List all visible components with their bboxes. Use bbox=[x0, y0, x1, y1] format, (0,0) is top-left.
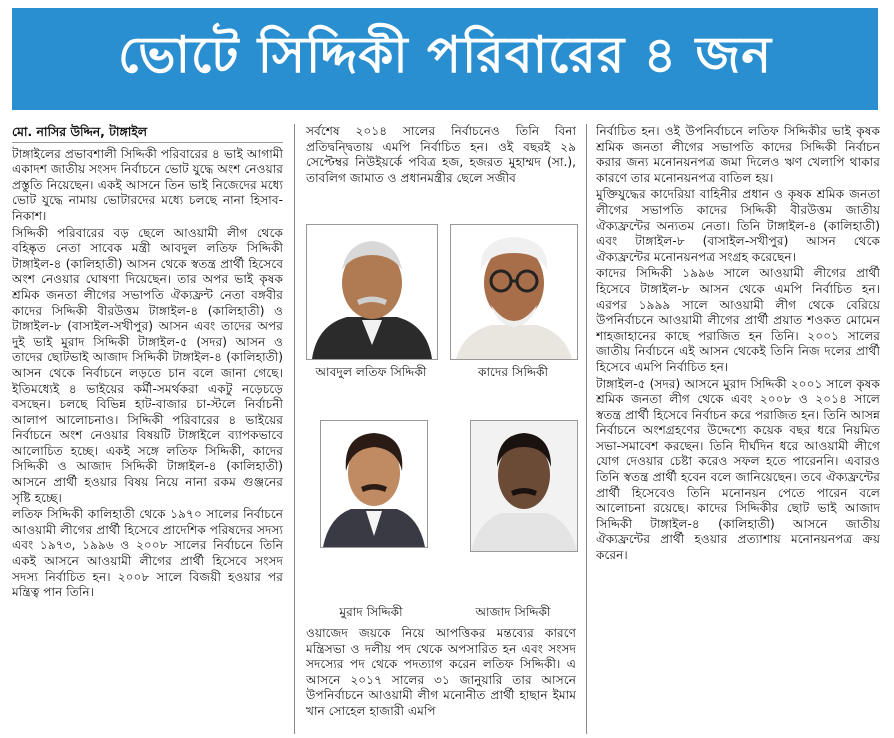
paragraph: টাঙ্গাইল-৫ (সদর) আসনে মুরাদ সিদ্দিকী ২০০১ সালে কৃষক শ্রমিক জনতা লীগ থেকে এবং ২০০৮ ও ২০১৪ সালে স্বতন্ত্র প্রার্থী হিসেবে নির্বাচন করে পরাজিত হন। তিনি আসন্ন নির্বাচনে অংশগ্রহণের উদ্দেশ্যে কয়েক বছর ধরে নিয়মিত সভা-সমাবেশ করছেন। তিনি দীর্ঘদিন ধরে আওয়ামী লীগে যোগ দেওয়ার চেষ্টা করেও সফল হতে পারেননি। এবারও তিনি স্বতন্ত্র প্রার্থী হবেন বলে জানিয়েছেন। তবে ঐক্যফ্রন্টের প্রার্থী হিসেবেও তিনি মনোনয়ন পেতে পারেন বলে আলোচনা রয়েছে। কাদের সিদ্দিকীর ছোট ভাই আজাদ সিদ্দিকী টাঙ্গাইল-৪ (কালিহাতী) আসনে জাতীয় ঐক্যফ্রন্টের প্রার্থী হওয়ার প্রত্যাশায় মনোনয়নপত্র ক্রয় করেন। bbox=[596, 376, 880, 563]
article-column-2-bottom bbox=[306, 626, 576, 734]
paragraph: কাদের সিদ্দিকী ১৯৯৬ সালে আওয়ামী লীগের প্রার্থী হিসেবে টাঙ্গাইল-৮ আসন থেকে এমপি নির্বাচিত হন। এরপর ১৯৯৯ সালে আওয়ামী লীগ থেকে বেরিয়ে উপনির্বাচনে আওয়ামী লীগের প্রার্থী প্রয়াত শওকত মোমেন শাহজাহানের কাছে পরাজিত হন তিনি। ২০০১ সালের জাতীয় নির্বাচনে এই আসন থেকেই তিনি নিজ দলের প্রার্থী হিসেবে এমপি নির্বাচিত হন। bbox=[596, 266, 880, 374]
byline: মো. নাসির উদ্দিন, টাঙ্গাইল bbox=[12, 124, 283, 143]
headline: ভোটে সিদ্দিকী পরিবারের ৪ জন bbox=[117, 25, 773, 84]
paragraph: টাঙ্গাইলের প্রভাবশালী সিদ্দিকী পরিবারের ৪ ভাই আগামী একাদশ জাতীয় সংসদ নির্বাচনে ভোট যুদ্ধে অংশ নেওয়ার প্রস্তুতি নিয়েছেন। একই আসনে তিন ভাই নিজেদের মধ্যে ভোট যুদ্ধে নামায় ভোটারদের মধ্যে চলছে নানা হিসাব-নিকাশ। bbox=[12, 146, 283, 223]
paragraph: ওয়াজেদ জয়কে নিয়ে আপত্তিকর মন্তব্যের কারণে মন্ত্রিসভা ও দলীয় পদ থেকে অপসারিত হন এবং সংসদ সদস্যের পদ থেকে পদত্যাগ করেন লতিফ সিদ্দিকী। এ আসনে ২০১৭ সালের ৩১ জানুয়ারি তার আসনে উপনির্বাচনে আওয়ামী লীগ মনোনীত প্রার্থী হাছান ইমাম খান সোহেল হাজারী এমপি bbox=[306, 626, 576, 718]
paragraph: নির্বাচিত হন। ওই উপনির্বাচনে লতিফ সিদ্দিকীর ভাই কৃষক শ্রমিক জনতা লীগের সভাপতি কাদের সিদ্দিকী নির্বাচন করার জন্য মনোনয়নপত্র জমা দিলেও ঋণ খেলাপি থাকার কারণে তার মনোনয়নপত্র বাতিল হয়। bbox=[596, 124, 880, 185]
portrait-icon bbox=[321, 421, 427, 547]
column-divider bbox=[294, 124, 295, 734]
paragraph: সিদ্দিকী পরিবারের বড় ছেলে আওয়ামী লীগ থেকে বহিষ্কৃত নেতা সাবেক মন্ত্রী আবদুল লতিফ সিদ্দিকী টাঙ্গাইল-৪ (কালিহাতী) আসন থেকে স্বতন্ত্র প্রার্থী হিসেবে অংশ নেওয়ার ঘোষণা দিয়েছেন। তার অপর ভাই কৃষক শ্রমিক জনতা লীগের সভাপতি ঐক্যফ্রন্ট নেতা বঙ্গবীর কাদের সিদ্দিকী বীরউত্তম টাঙ্গাইল-৪ (কালিহাতী) ও টাঙ্গাইল-৮ (বাসাইল-সখীপুর) আসন এবং তাদের অপর দুই ভাই মুরাদ সিদ্দিকী টাঙ্গাইল-৫ (সদর) আসন ও তাদের ছোটভাই আজাদ সিদ্দিকী টাঙ্গাইল-৪ (কালিহাতী) আসন থেকে নির্বাচনে লড়তে চান বলে জানা গেছে। ইতিমধ্যেই ৪ ভাইয়ের কর্মী-সমর্থকরা একটু নড়েচড়ে বসছেন। চলছে বিভিন্ন হাট-বাজার চা-স্টলে নির্বাচনী আলাপ আলোচনাও। সিদ্দিকী পরিবারের ৪ ভাইয়ের নির্বাচনে অংশ নেওয়ার বিষয়টি টাঙ্গাইলে ব্যাপকভাবে আলোচিত হচ্ছে। একই সঙ্গে লতিফ সিদ্দিকী, কাদের সিদ্দিকী ও আজাদ সিদ্দিকী টাঙ্গাইল-৪ (কালিহাতী) আসনে প্রার্থী হওয়ার বিষয় নিয়ে নানা রকম গুঞ্জনের সৃষ্টি হচ্ছে। bbox=[12, 225, 283, 505]
portrait-icon bbox=[307, 225, 437, 359]
photo-caption: আজাদ সিদ্দিকী bbox=[475, 605, 551, 619]
article-column-1 bbox=[12, 124, 283, 734]
photo-caption: আবদুল লতিফ সিদ্দিকী bbox=[315, 365, 427, 379]
article-column-2-top bbox=[306, 124, 576, 214]
portrait-icon bbox=[471, 421, 577, 551]
paragraph: মুক্তিযুদ্ধের কাদেরিয়া বাহিনীর প্রধান ও কৃষক শ্রমিক জনতা লীগের সভাপতি কাদের সিদ্দিকী বীরউত্তম জাতীয় ঐক্যফ্রন্টের অন্যতম নেতা। তিনি টাঙ্গাইল-৪ (কালিহাতী) এবং টাঙ্গাইল-৮ (বাসাইল-সখীপুর) আসন থেকে ঐক্যফ্রন্টের মনোনয়নপত্র সংগ্রহ করেছেন। bbox=[596, 187, 880, 264]
photo-caption: কাদের সিদ্দিকী bbox=[478, 365, 548, 379]
photo-caption: মুরাদ সিদ্দিকী bbox=[339, 605, 403, 619]
paragraph: লতিফ সিদ্দিকী কালিহাতী থেকে ১৯৭০ সালের নির্বাচনে আওয়ামী লীগের প্রার্থী হিসেবে প্রাদেশিক পরিষদের সদস্য এবং ১৯৭৩, ১৯৯৬ ও ২০০৮ সালের নির্বাচনে তিনি একই আসনে আওয়ামী লীগের প্রার্থী হিসেবে সংসদ সদস্য নির্বাচিত হন। ২০০৮ সালে বিজয়ী হওয়ার পর মন্ত্রিত্ব পান তিনি। bbox=[12, 507, 283, 600]
headline-banner bbox=[12, 8, 878, 110]
photo-kader-siddiqui bbox=[450, 224, 578, 360]
photo-murad-siddiqui bbox=[320, 420, 428, 548]
portrait-icon bbox=[451, 225, 577, 359]
photo-azad-siddiqui bbox=[470, 420, 578, 552]
paragraph: সর্বশেষ ২০১৪ সালের নির্বাচনেও তিনি বিনা প্রতিদ্বন্দ্বিতায় এমপি নির্বাচিত হন। ওই বছরই ২৯ সেপ্টেম্বর নিউইয়র্কে পবিত্র হজ, হজরত মুহাম্মদ (সা.), তাবলিগ জামাত ও প্রধানমন্ত্রীর ছেলে সজীব bbox=[306, 124, 576, 185]
article-column-3 bbox=[596, 124, 880, 734]
column-divider bbox=[586, 124, 587, 734]
photo-abdul-latif-siddiqui bbox=[306, 224, 438, 360]
